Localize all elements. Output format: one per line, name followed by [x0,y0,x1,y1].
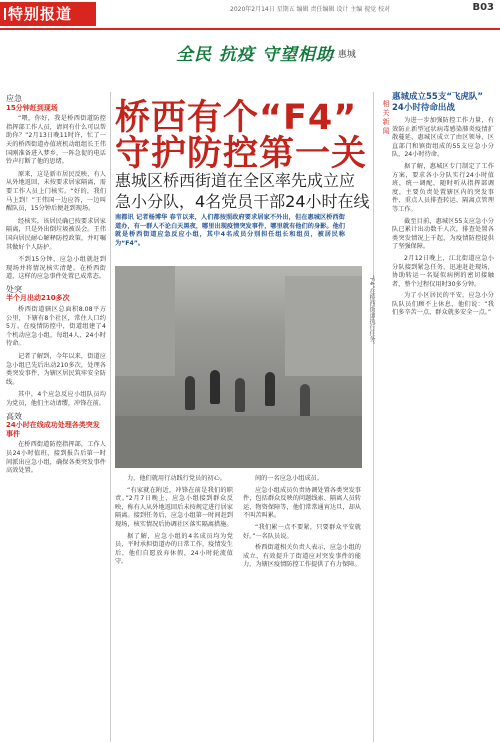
paragraph: 应急小组成员负责协调处置各类突发事件，包括群众反映的问题线索、隔离人员转运、物资保障等，他们常常通宵达旦，却从不叫苦叫累。 [243,486,361,520]
subheadline-line-1: 惠城区桥西街道在全区率先成立应 [115,171,356,190]
column-divider [373,92,374,742]
paragraph: 为进一步加强防控工作力量，有效防止新型冠状病毒感染肺炎疫情扩散蔓延，惠城区成立了由区领导、区直部门和镇街组成的55支应急小分队，24小时待命。 [392,117,494,159]
page-number: B03 [472,2,494,13]
photo-ground [115,416,362,468]
main-headline-line-1: 桥西有个“F4” [115,98,358,138]
left-section-subtitle-1: 15分钟赶到现场 [6,103,58,112]
paragraph: 在桥西街道防控指挥部，工作人员24小时值班，接到报告后第一时间派出应急小组，确保各类突发事件高效处置。 [6,441,106,475]
article-body-column-left [115,475,233,570]
lead-paragraph: 南都讯 记者杨博华 春节以来，人们都按照政府要求居家不外出，但在惠城区桥西街道办，有一群人不论白天黑夜，哪里出现疫情突发事件，哪里就有他们的身影。他们就是桥西街道应急反应小组，其中4名成员分别担任组长和组员，被居民称为“F4”。 [115,214,345,248]
paragraph: “喂，你好，我是桥西街道防控指挥部工作人员，请问有什么可以帮助你？”2月13日晚11时许，忙了一天的桥西街道办值班机动组组长王伟国刚准备进入梦乡，一阵急促的电话铃声打断了他的思绪。 [6,115,106,166]
left-section-title-1: 应急 [6,94,22,103]
left-column [6,92,106,480]
paragraph: “我们累一点不要紧，只要群众平安就好。”一名队员说。 [243,523,361,540]
photo-building [285,276,362,376]
left-section-title-3: 高效 [6,411,22,421]
paragraph: 桥西街道辖区总面积8.08平方公里，下辖有8个社区，常住人口约5万。在疫情防控中，街道组建了4个机动应急小组，每组4人，24小时待命。 [6,306,106,348]
photo-person [185,376,195,410]
paragraph: 截至目前，惠城区55支应急小分队已累计出动数千人次，排查处置各类突发情况上千起，为疫情防控提供了坚强保障。 [392,217,494,251]
paragraph: 据了解，惠城区专门制定了工作方案，要求各小分队实行24小时值班，统一调配，随时听从指挥部调度，主要负责处置辖区内的突发事件、重点人员排查转运、隔离点管理等工作。 [392,162,494,213]
photo-person [265,372,275,406]
left-section-title-2: 处突 [6,284,22,294]
related-headline: 惠城成立55支“飞虎队” 24小时待命出战 [392,92,484,113]
paragraph: 桥西街道相关负责人表示，应急小组的成立，有效提升了街道应对突发事件的能力，为辖区疫情防控工作提供了有力保障。 [243,544,361,569]
main-headline-line-2: 守护防控第一关 [115,134,368,174]
paragraph: 间的一名应急小组成员。 [255,475,324,482]
photo-person [235,378,245,412]
paragraph: 为了小区居民的平安，应急小分队队员们顾不上休息，他们说：“我们多辛苦一点，群众就多安全一点。” [392,292,494,317]
banner-title: 全民 抗疫 守望相助 [176,45,334,65]
banner-subtitle: 之 惠城 [326,50,356,60]
paragraph: 记者了解到，今年以来，街道应急小组已先后出动210多次，处理各类突发事件，为辖区居民筑牢安全防线。 [6,353,106,386]
paragraph: “有家就在附近，冲锋在前是我们的职责。”2月7日晚上，应急小组接到群众反映，称有人从外地返回后未按规定进行居家隔离。接到任务后，应急小组第一时间赶到现场，核实情况后协调社区落实隔离措施。 [115,486,233,528]
paragraph: 2月12日晚上，江北街道应急小分队接到紧急任务，迅速赶赴现场，协助转运一名疑似病例的密切接触者，整个过程仅用时30多分钟。 [392,254,494,288]
column-banner [176,34,376,74]
paragraph: 原来，这是新市居民反映，有人从外地返回，未按要求居家隔离，需要工作人员上门核实。“好的，我们马上到！”王伟国一边应答，一边叫醒队员，15分钟后便赶到现场。 [6,170,106,213]
section-label: 特别报道 [0,2,96,26]
photo-person [300,384,310,418]
right-column [392,92,494,321]
photo-person [210,370,220,404]
article-body-column-right [243,475,361,573]
paragraph: 不到15分钟，应急小组就赶到现场并将情况核实清楚。在桥西街道，这样的应急事件处置已成常态。 [6,256,106,281]
photo-building [115,266,175,376]
column-divider [110,92,111,742]
paragraph: 据了解，应急小组的4名成员均为党员，平时承担街道办的日常工作，疫情发生后，他们自愿放弃休假，24小时轮流值守。 [115,532,233,566]
subheadline-line-2: 急小分队，4名党员干部24小时在线 [115,192,370,211]
paragraph: 经核实，该居民确已按要求居家隔离，只是外出倒垃圾被误会。王伟国向居民耐心解释防控政策，并叮嘱其做好个人防护。 [6,217,106,251]
news-photo [115,266,362,468]
paragraph: 其中，4个应急反应小组队员均为党员，他们主动请缨，冲锋在前。 [6,391,106,407]
left-section-subtitle-2: 半个月出动210多次 [6,294,70,303]
issue-meta: 2020年2月14日 星期五 编辑 责任编辑 设计 主编 视觉 校对 [230,6,391,13]
photo-caption: “F4”在桥西街道执行任务。 [368,275,375,349]
related-news-tag: 相关新闻 [382,100,390,136]
header-rule [0,28,500,30]
paragraph: 力，他们就用行动践行党员的初心。 [127,475,226,482]
left-section-subtitle-3: 24小时在线成功处理各类突发事件 [6,421,100,438]
